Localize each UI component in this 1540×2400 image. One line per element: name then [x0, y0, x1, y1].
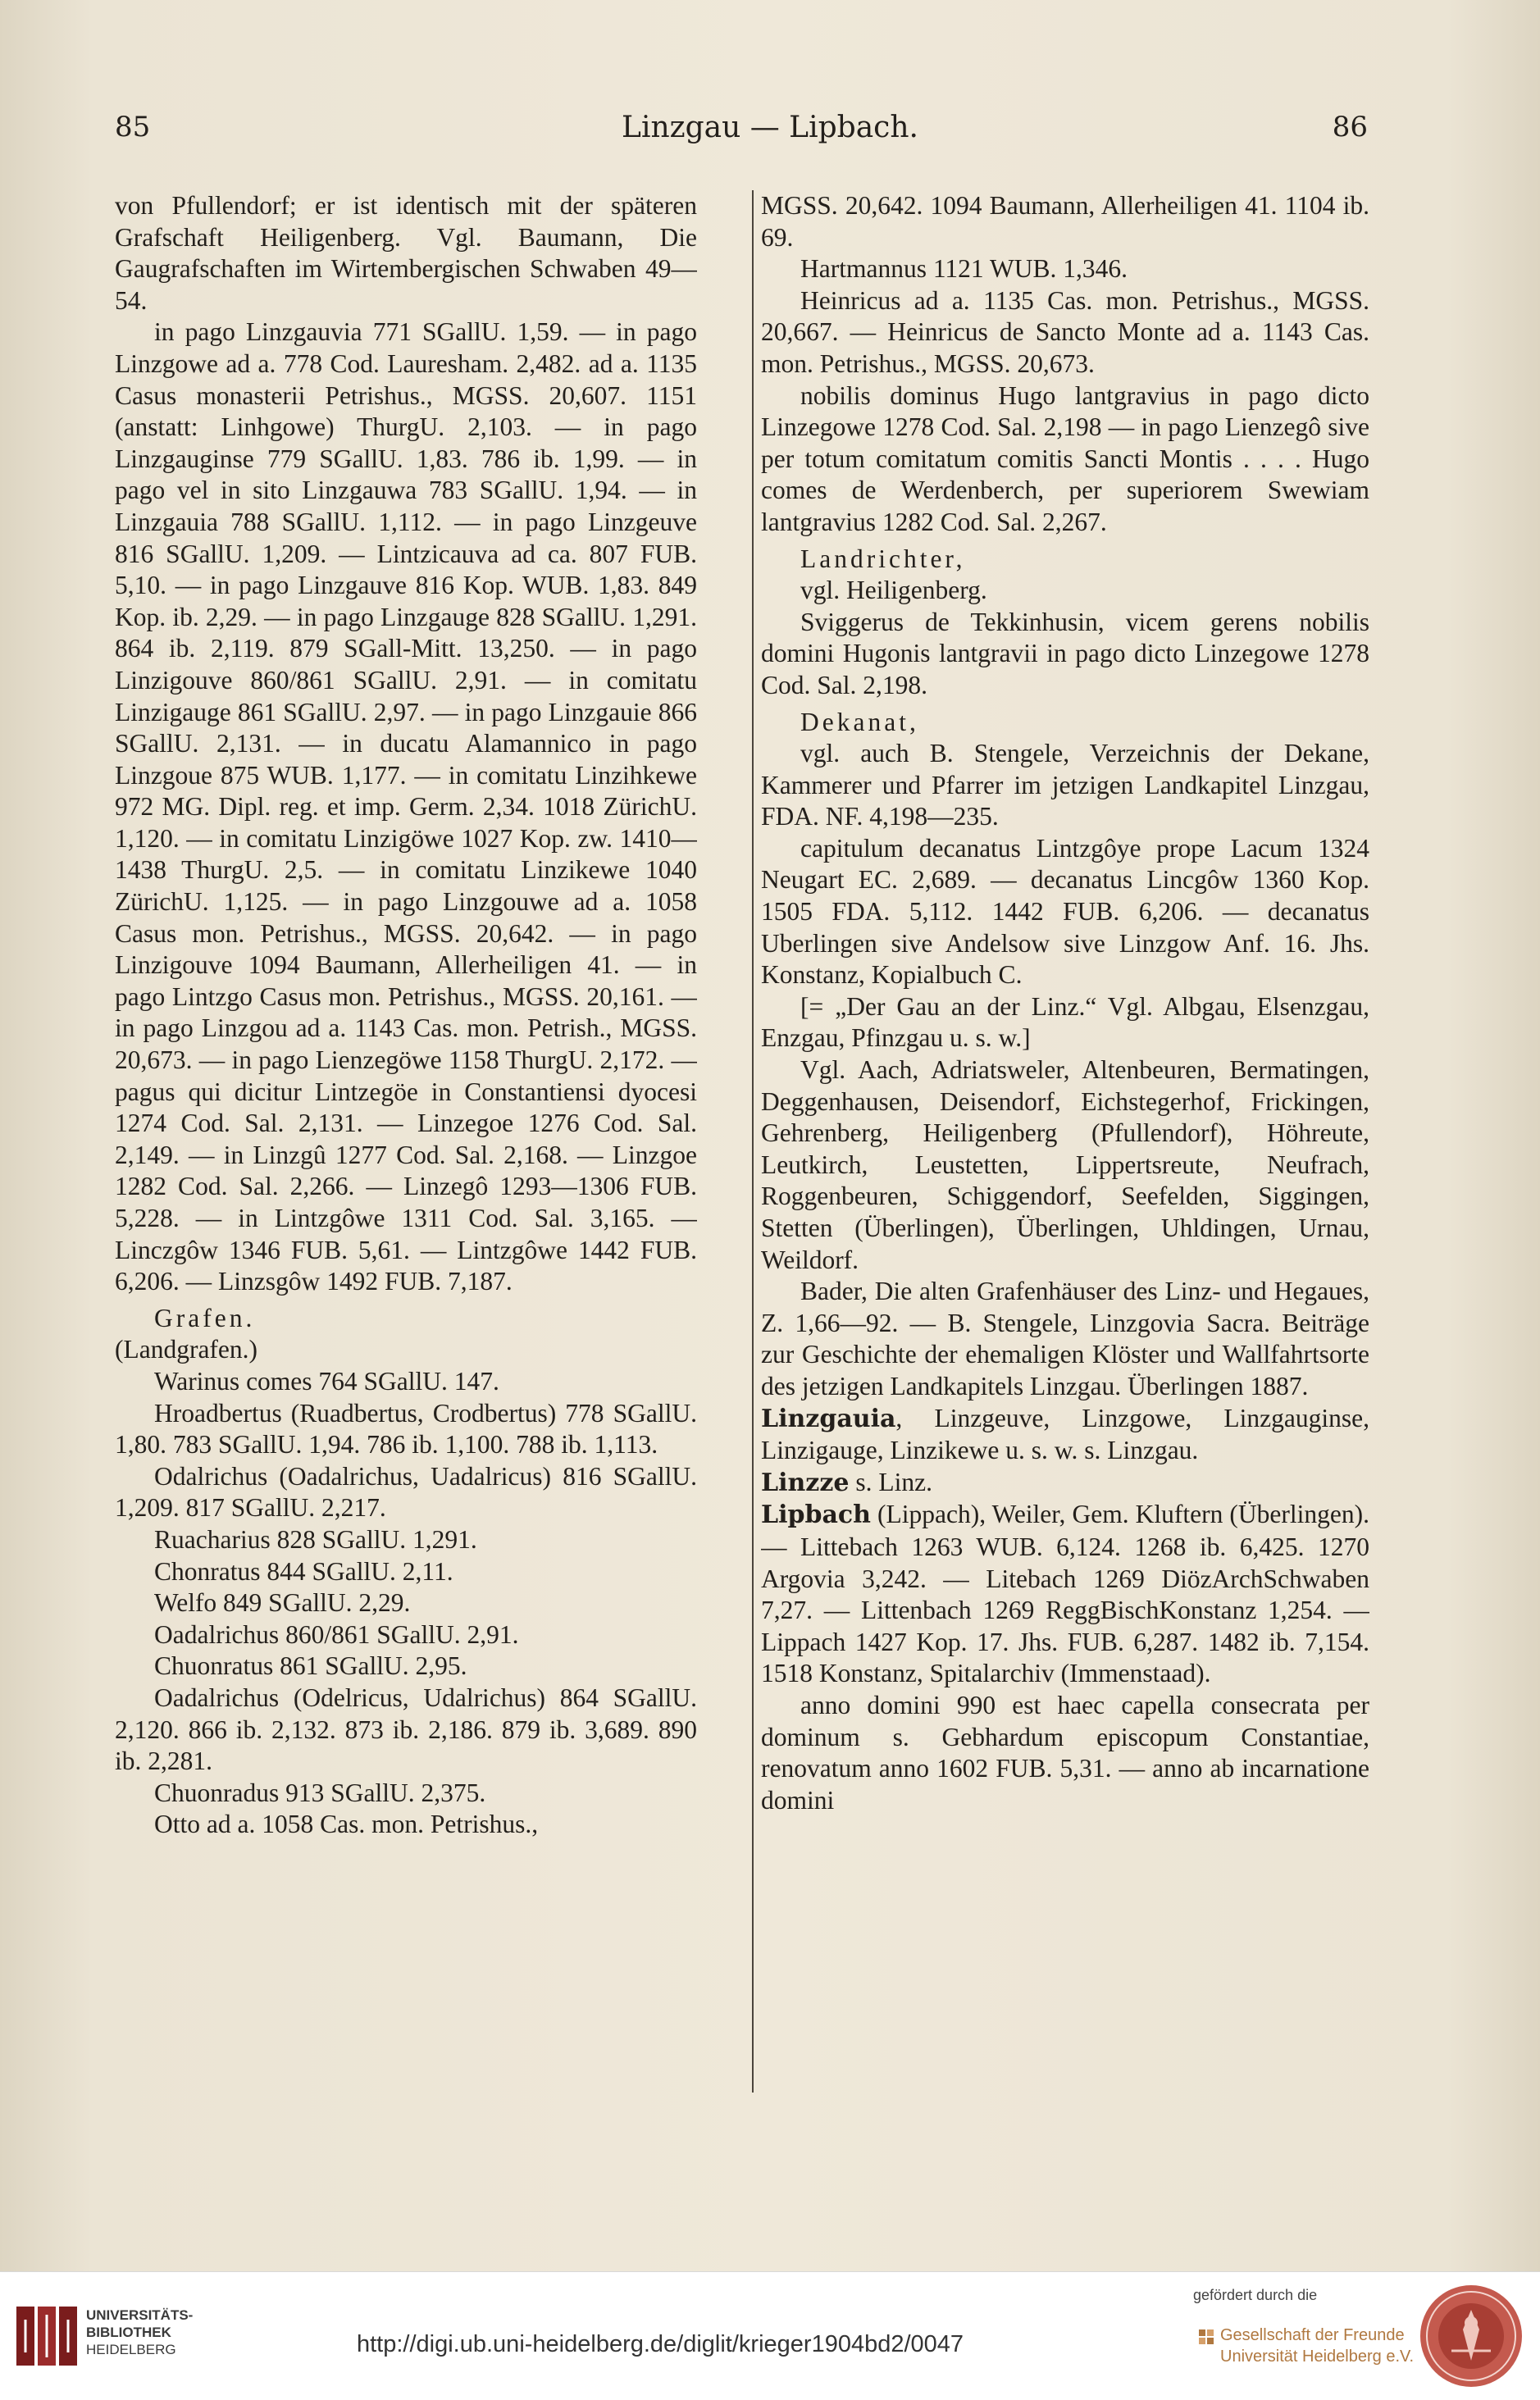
left-paragraph: Hroadbertus (Ruadbertus, Crodbertus) 778 SGallU. 1,80. 783 SGallU. 1,94. 786 ib. 1,100. 788 ib. 1,113.	[115, 1398, 697, 1460]
right-paragraph: [= „Der Gau an der Linz.“ Vgl. Albgau, Elsenzgau, Enzgau, Pfinzgau u. s. w.]	[761, 991, 1369, 1053]
right-paragraph: Sviggerus de Tekkinhusin, vicem gerens nobilis domini Hugonis lantgravii in pago dicto Linzegowe 1278 Cod. Sal. 2,198.	[761, 607, 1369, 699]
page-running-title: Linzgau — Lipbach.	[622, 111, 918, 144]
left-paragraph: in pago Linzgauvia 771 SGallU. 1,59. — in pago Linzgowe ad a. 778 Cod. Lauresham. 2,482. ad a. 1135 Casus monasterii Petrishus., MGSS. 20,607. 1151 (anstatt: Linhgowe) ThurgU. 2,103. — in pago Linzgauginse 779 SGallU. 1,83. 786 ib. 1,99. — in pago vel in sito Linzgauwa 783 SGallU. 1,94. — in Linzgauia 788 SGallU. 1,112. — in pago Linzgeuve 816 SGallU. 1,209. — Lintzicauva ad ca. 807 FUB. 5,10. — in pago Linzgauve 816 Kop. WUB. 1,83. 849 Kop. ib. 2,29. — in pago Linzgauge 828 SGallU. 1,291. 864 ib. 2,119. 879 SGall-Mitt. 13,250. — in pago Linzigouve 860/861 SGallU. 2,91. — in comitatu Linzigauge 861 SGallU. 2,97. — in pago Linzgauie 866 SGallU. 2,131. — in ducatu Alamannico in pago Linzgoue 875 WUB. 1,177. — in comitatu Linzihkewe 972 MG. Dipl. reg. et imp. Germ. 2,34. 1018 ZürichU. 1,120. — in comitatu Linzigöwe 1027 Kop. zw. 1410—1438 ThurgU. 2,5. — in comitatu Linzikewe 1040 ZürichU. 1,125. — in pago Linzgouwe ad a. 1058 Casus mon. Petrishus., MGSS. 20,642. — in pago Linzigouve 1094 Baumann, Allerheiligen 41. — in pago Lintzgo Casus mon. Petrishus., MGSS. 20,161. — in pago Linzgou ad a. 1143 Cas. mon. Petrish., MGSS. 20,673. — in pago Lienzegöwe 1158 ThurgU. 2,172. — pagus qui dicitur Lintzegöe in Constantiensi dyocesi 1274 Cod. Sal. 2,131. — Linzegoe 1276 Cod. Sal. 2,149. — in Linzgû 1277 Cod. Sal. 2,168. — Linzgoe 1282 Cod. Sal. 2,266. — Linzegô 1293—1306 FUB. 5,228. — in Lintzgôwe 1311 Cod. Sal. 3,165. — Linczgôw 1346 FUB. 5,61. — Lintzgôwe 1442 FUB. 6,206. — Linzsgôw 1492 FUB. 7,187.	[115, 317, 697, 1296]
entry-body: (Lippach), Weiler, Gem. Kluftern (Überlingen). — Littebach 1263 WUB. 6,124. 1268 ib. 6,425. 1270 Argovia 3,242. — Litebach 1269 DiözArchSchwaben 7,27. — Littenbach 1269 ReggBischKonstanz 1,254. — Lippach 1427 Kop. 17. Jhs. FUB. 6,287. 1482 ib. 7,154. 1518 Konstanz, Spitalarchiv (Immenstaad).	[761, 1500, 1369, 1688]
right-paragraph: MGSS. 20,642. 1094 Baumann, Allerheiligen 41. 1104 ib. 69.	[761, 191, 1369, 252]
entry-headword: Linzgauia	[761, 1404, 896, 1433]
library-line-2: BIBLIOTHEK	[86, 2325, 171, 2340]
left-paragraph: (Landgrafen.)	[115, 1335, 258, 1364]
right-paragraph: capitulum decanatus Lintzgôye prope Lacum 1324 Neugart EC. 2,689. — decanatus Lincgôw 1360 Kop. 1505 FDA. 5,112. 1442 FUB. 6,206. — decanatus Uberlingen sive Andelsow sive Linzgow Anf. 16. Jhs. Konstanz, Kopialbuch C.	[761, 833, 1369, 990]
left-paragraph: Oadalrichus (Odelricus, Udalrichus) 864 SGallU. 2,120. 866 ib. 2,132. 873 ib. 2,186. 879 ib. 3,689. 890 ib. 2,281.	[115, 1683, 697, 1776]
left-paragraph: Oadalrichus 860/861 SGallU. 2,91.	[154, 1619, 519, 1649]
entry-body: s. Linz.	[849, 1467, 932, 1496]
right-paragraph	[761, 1403, 1369, 1467]
permalink[interactable]: http://digi.ub.uni-heidelberg.de/diglit/krieger1904bd2/0047	[357, 2331, 964, 2357]
right-paragraph: Landrichter,	[800, 544, 966, 573]
university-seal-icon	[1417, 2282, 1525, 2390]
left-paragraph: von Pfullendorf; er ist identisch mit der späteren Grafschaft Heiligenberg. Vgl. Baumann, Die Gaugrafschaften im Wirtembergischen Schwaben 49—54.	[115, 191, 697, 315]
right-paragraph: vgl. Heiligenberg.	[800, 576, 987, 605]
digitization-footer	[0, 2271, 1540, 2400]
left-paragraph: Otto ad a. 1058 Cas. mon. Petrishus.,	[154, 1810, 539, 1839]
left-paragraph: Chuonratus 861 SGallU. 2,95.	[154, 1651, 467, 1681]
entry-headword: Linzze	[761, 1468, 850, 1497]
right-paragraph: Bader, Die alten Grafenhäuser des Linz- und Hegaues, Z. 1,66—92. — B. Stengele, Linzgovia Sacra. Beiträge zur Geschichte der ehemaligen Klöster und Wallfahrtsorte des jetzigen Landkapitels Linzgau. Überlingen 1887.	[761, 1277, 1369, 1400]
right-paragraph	[761, 1467, 1369, 1500]
funded-by-label: gefördert durch die	[1193, 2287, 1318, 2303]
right-page-number: 86	[1332, 111, 1368, 143]
left-paragraph: Ruacharius 828 SGallU. 1,291.	[154, 1524, 477, 1554]
library-name	[86, 2307, 193, 2358]
right-paragraph: vgl. auch B. Stengele, Verzeichnis der Dekane, Kammerer und Pfarrer im jetzigen Landkapitel Linzgau, FDA. NF. 4,198—235.	[761, 739, 1369, 831]
entry-body: , Linzgeuve, Linzgowe, Linzgauginse, Linzigauge, Linzikewe u. s. w. s. Linzgau.	[761, 1403, 1369, 1465]
society-name	[1220, 2325, 1414, 2367]
library-line-3: HEIDELBERG	[86, 2342, 176, 2357]
right-paragraph	[761, 1499, 1369, 1690]
left-paragraph: Chonratus 844 SGallU. 2,11.	[154, 1556, 453, 1586]
library-line-1: UNIVERSITÄTS-	[86, 2307, 194, 2323]
left-paragraph: Odalrichus (Oadalrichus, Uadalricus) 816 SGallU. 1,209. 817 SGallU. 2,217.	[115, 1461, 697, 1523]
right-paragraph: Dekanat,	[800, 707, 919, 736]
left-text-column	[115, 190, 697, 2101]
left-paragraph: Grafen.	[154, 1303, 256, 1332]
right-paragraph: Hartmannus 1121 WUB. 1,346.	[800, 254, 1128, 284]
right-paragraph: anno domini 990 est haec capella consecrata per dominum s. Gebhardum episcopum Constantiae, renovatum anno 1602 FUB. 5,31. — anno ab incarnatione domini	[761, 1690, 1369, 1815]
left-paragraph: Welfo 849 SGallU. 2,29.	[154, 1588, 411, 1618]
right-paragraph: Heinricus ad a. 1135 Cas. mon. Petrishus., MGSS. 20,667. — Heinricus de Sancto Monte ad a. 1143 Cas. mon. Petrishus., MGSS. 20,673.	[761, 285, 1369, 378]
left-paragraph: Warinus comes 764 SGallU. 147.	[154, 1366, 499, 1396]
left-page-number: 85	[115, 111, 151, 143]
column-divider	[752, 190, 754, 2093]
left-paragraph: Chuonradus 913 SGallU. 2,375.	[154, 1778, 486, 1807]
entry-headword: Lipbach	[761, 1501, 871, 1530]
right-text-column	[761, 190, 1369, 2101]
society-line-1: Gesellschaft der Freunde	[1220, 2326, 1405, 2344]
right-paragraph: Vgl. Aach, Adriatsweler, Altenbeuren, Bermatingen, Deggenhausen, Deisendorf, Eichstegerhof, Frickingen, Gehrenberg, Heiligenberg (Pfullendorf), Höhreute, Leutkirch, Leustetten, Lippertsreute, Neufrach, Roggenbeuren, Schiggendorf, Seefelden, Siggingen, Stetten (Überlingen), Überlingen, Uhldingen, Urnau, Weildorf.	[761, 1055, 1369, 1274]
ub-heidelberg-logo-icon	[15, 2303, 79, 2367]
friends-society-logo-icon	[1197, 2328, 1215, 2346]
right-paragraph: nobilis dominus Hugo lantgravius in pago dicto Linzegowe 1278 Cod. Sal. 2,198 — in pago Lienzegô sive per totum comitatum comitis Sancti Montis . . . . Hugo comes de Werdenberch, per superiorem Swewiam lantgravius 1282 Cod. Sal. 2,267.	[761, 380, 1369, 536]
society-line-2: Universität Heidelberg e.V.	[1220, 2348, 1415, 2366]
